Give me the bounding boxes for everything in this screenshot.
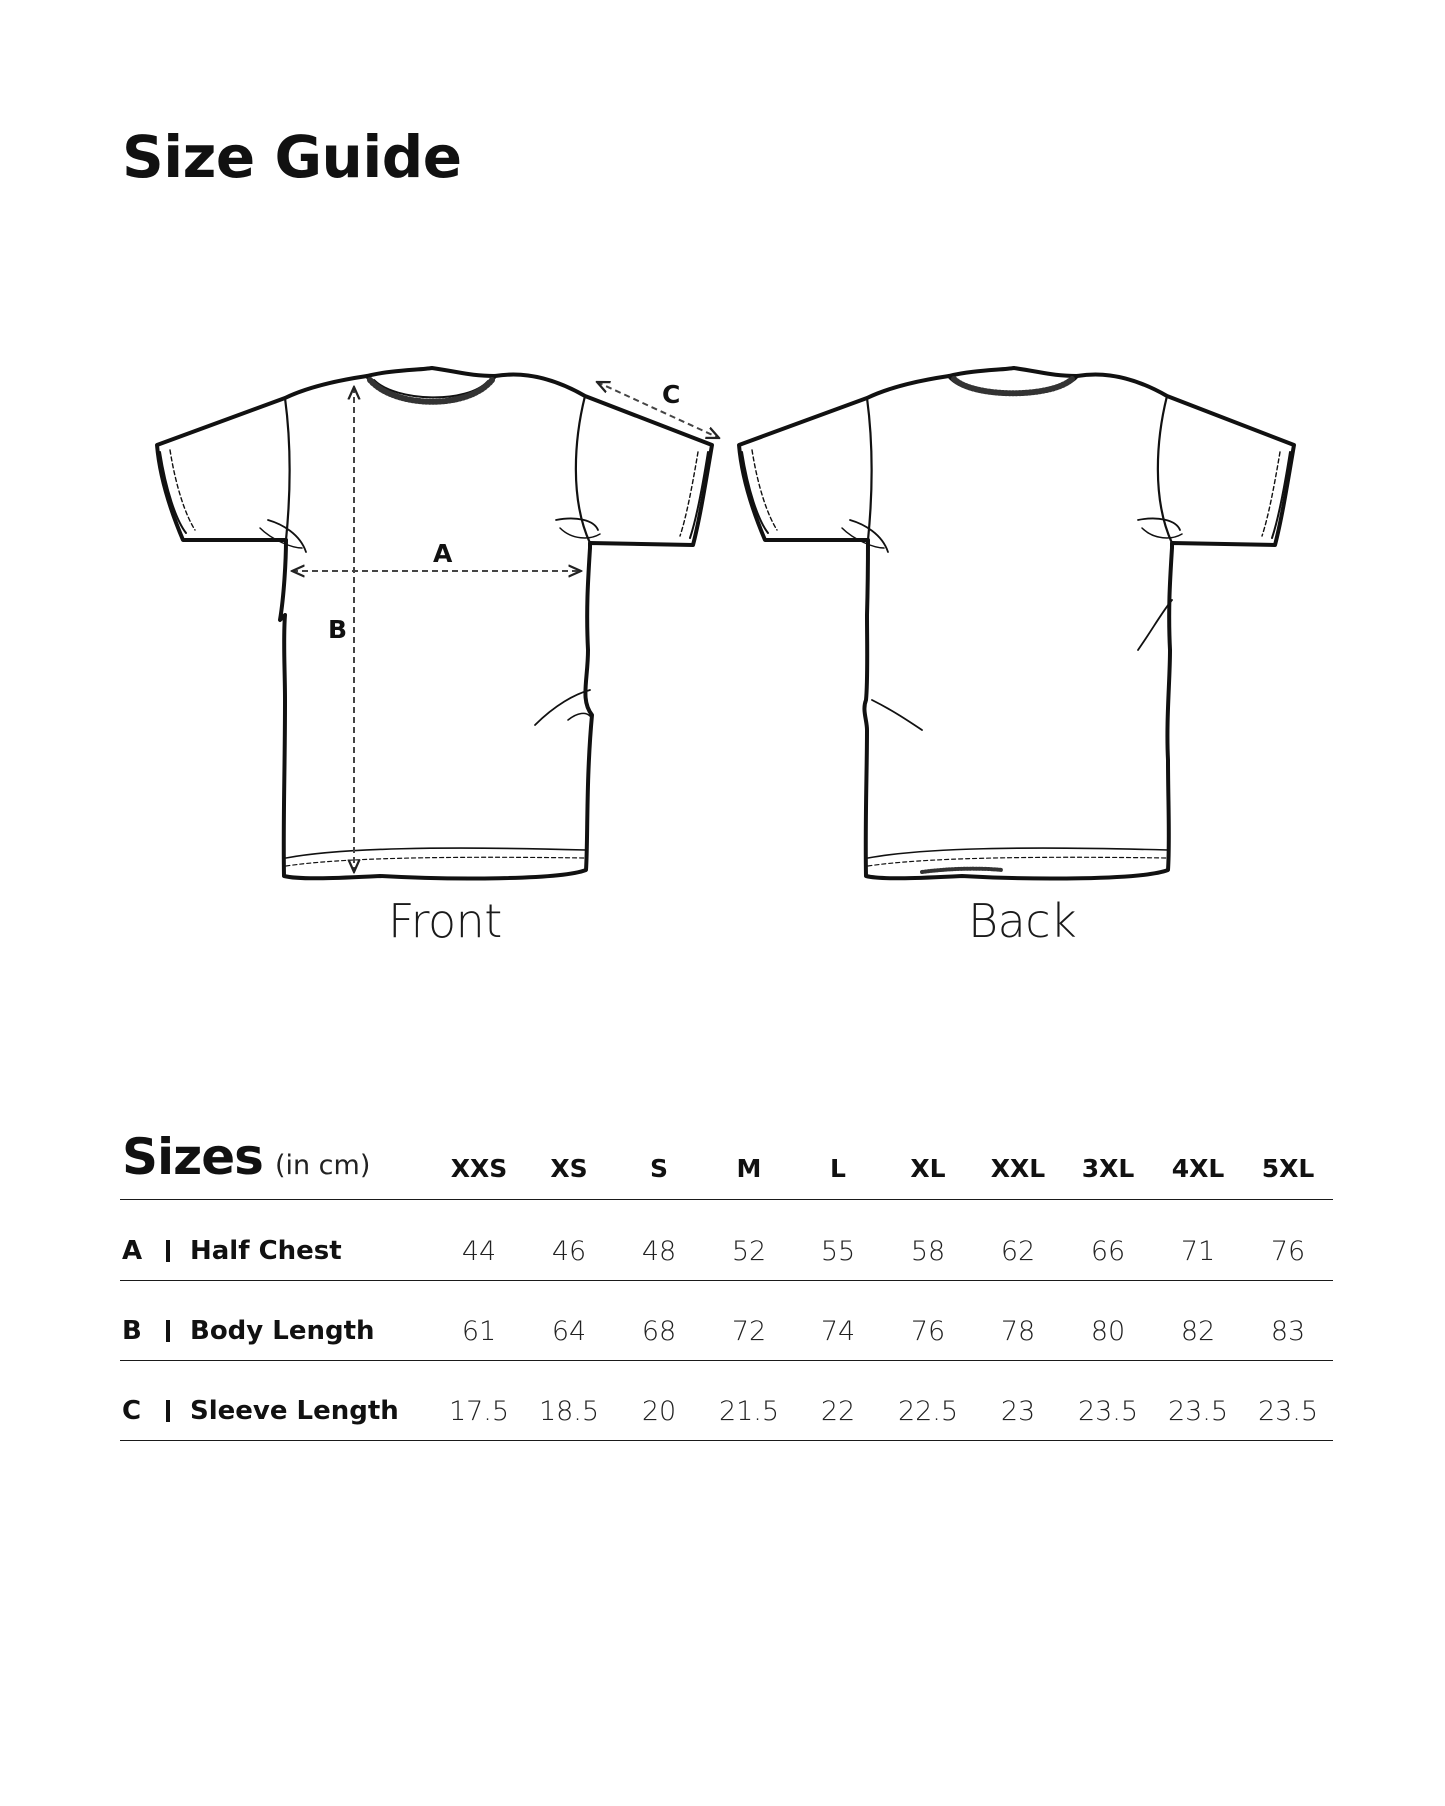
sizes-title: Sizes: [122, 1128, 263, 1186]
table-cell: 48: [641, 1236, 677, 1267]
table-cell: 71: [1180, 1236, 1216, 1267]
row-name: Body Length: [190, 1316, 375, 1346]
table-cell: 22: [820, 1396, 856, 1427]
table-cell: 64: [551, 1316, 587, 1347]
table-cell: 23.5: [1167, 1396, 1229, 1427]
table-cell: 22.5: [897, 1396, 959, 1427]
table-cell: 58: [910, 1236, 946, 1267]
size-header-3xl: 3XL: [1081, 1154, 1135, 1183]
sizes-header: [122, 1128, 371, 1186]
table-divider: [120, 1360, 1333, 1361]
size-header-m: M: [736, 1154, 762, 1183]
table-cell: 72: [731, 1316, 767, 1347]
page-title: Size Guide: [122, 123, 462, 191]
table-cell: 17.5: [448, 1396, 510, 1427]
table-cell: 23: [1000, 1396, 1036, 1427]
table-cell: 61: [461, 1316, 497, 1347]
table-divider: [120, 1280, 1333, 1281]
table-cell: 82: [1180, 1316, 1216, 1347]
back-caption: Back: [968, 894, 1077, 948]
size-header-l: L: [830, 1154, 846, 1183]
table-divider: [120, 1199, 1333, 1200]
table-cell: 20: [641, 1396, 677, 1427]
row-label: [122, 1396, 399, 1426]
size-header-xxl: XXL: [990, 1154, 1046, 1183]
table-cell: 44: [461, 1236, 497, 1267]
table-cell: 62: [1000, 1236, 1036, 1267]
row-letter: C: [122, 1396, 142, 1426]
table-cell: 78: [1000, 1316, 1036, 1347]
row-name: Sleeve Length: [190, 1396, 399, 1426]
table-cell: 46: [551, 1236, 587, 1267]
size-header-4xl: 4XL: [1171, 1154, 1225, 1183]
row-separator: [166, 1240, 170, 1262]
table-cell: 76: [910, 1316, 946, 1347]
row-name: Half Chest: [190, 1236, 342, 1266]
row-letter: B: [122, 1316, 142, 1346]
tshirt-back-illustration: [739, 368, 1294, 878]
size-header-xs: XS: [550, 1154, 588, 1183]
table-cell: 55: [820, 1236, 856, 1267]
table-cell: 74: [820, 1316, 856, 1347]
size-header-s: S: [649, 1154, 668, 1183]
measure-label-c: C: [662, 380, 681, 409]
measure-label-a: A: [433, 539, 453, 568]
table-divider: [120, 1440, 1333, 1441]
row-separator: [166, 1400, 170, 1422]
table-cell: 23.5: [1257, 1396, 1319, 1427]
table-cell: 21.5: [718, 1396, 780, 1427]
size-header-5xl: 5XL: [1261, 1154, 1315, 1183]
row-letter: A: [122, 1236, 143, 1266]
table-cell: 68: [641, 1316, 677, 1347]
sizes-unit: (in cm): [274, 1150, 371, 1181]
table-cell: 80: [1090, 1316, 1126, 1347]
table-cell: 76: [1270, 1236, 1306, 1267]
table-cell: 52: [731, 1236, 767, 1267]
tshirt-front-illustration: [157, 368, 712, 878]
measure-line-c: [597, 382, 719, 438]
measurement-lines: [292, 382, 719, 872]
row-label: [122, 1316, 375, 1346]
table-cell: 23.5: [1077, 1396, 1139, 1427]
front-caption: Front: [388, 894, 502, 948]
size-header-xl: XL: [910, 1154, 946, 1183]
size-header-xxs: XXS: [450, 1154, 508, 1183]
row-label: [122, 1236, 342, 1266]
table-cell: 18.5: [538, 1396, 600, 1427]
table-cell: 66: [1090, 1236, 1126, 1267]
table-cell: 83: [1270, 1316, 1306, 1347]
row-separator: [166, 1320, 170, 1342]
measure-label-b: B: [328, 615, 348, 644]
